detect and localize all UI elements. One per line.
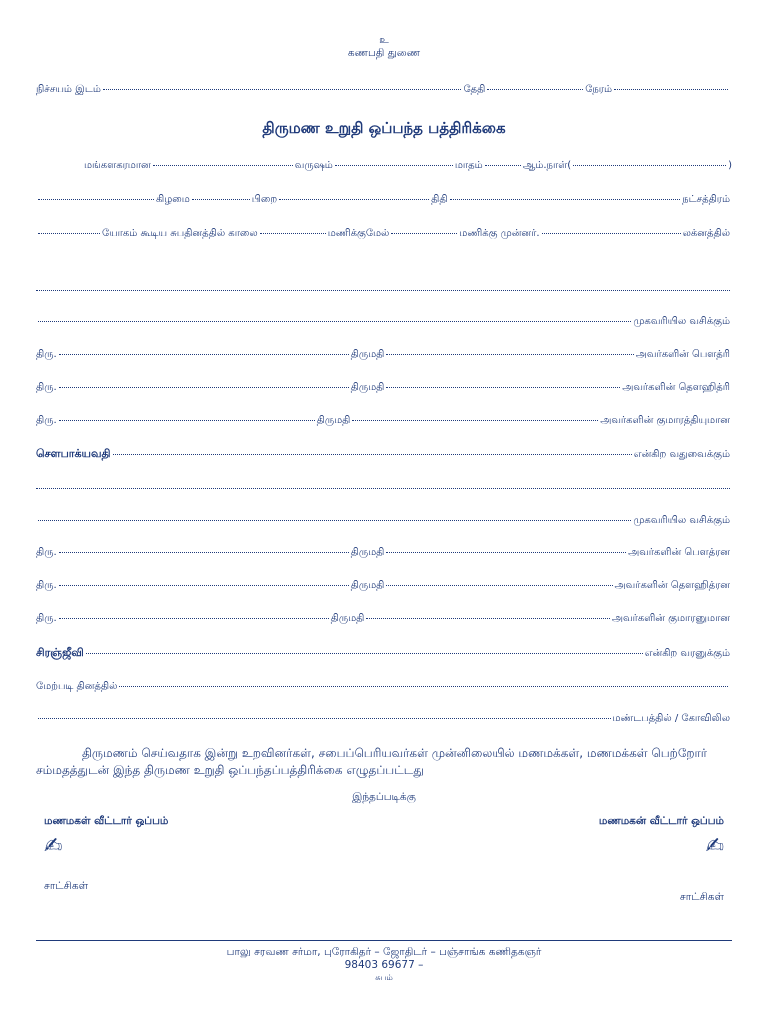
groom-address-row bbox=[36, 515, 730, 527]
groom-side-signature-label: மணமகன் வீட்டார் ஒப்பம் bbox=[598, 815, 724, 827]
time-label: நேரம் bbox=[585, 84, 612, 95]
mrs-label: திருமதி bbox=[316, 415, 351, 426]
footer-shubham: சுபம் bbox=[375, 973, 393, 982]
tithi-blank bbox=[279, 199, 429, 200]
star-label: நட்சத்திரம் bbox=[682, 194, 730, 205]
relation-label: அவர்களின் பௌத்ரி bbox=[635, 349, 730, 360]
auspicious-blank bbox=[153, 165, 293, 166]
mr-label: திரு. bbox=[36, 349, 57, 360]
relation-label: அவர்களின் பௌத்ரன bbox=[628, 547, 730, 558]
blank bbox=[386, 387, 620, 388]
agreement-paragraph: திருமணம் செய்வதாக இன்று உறவினர்கள், சபைப்பெரியவர்கள் முன்னிலையில் மணமக்கள், மணமக்கள் பெற்றோர் சம்மதத்துடன் இந்த திருமண உறுதி ஒப்பந்தப்பத்திரிக்கை எழுதப்பட்டது bbox=[36, 746, 708, 777]
bride-parents-row bbox=[36, 415, 730, 427]
blessing-line: கணபதி துணை bbox=[347, 47, 421, 59]
groom-address-blank bbox=[38, 520, 631, 521]
groom-title-label: சிரஞ்ஜீவி bbox=[36, 646, 84, 659]
mrs-label: திருமதி bbox=[350, 547, 385, 558]
bride-side-signature-label: மணமகள் வீட்டார் ஒப்பம் bbox=[44, 815, 169, 827]
mrs-label: திருமதி bbox=[350, 349, 385, 360]
moon-blank bbox=[192, 199, 250, 200]
after-label: மணிக்குமேல் bbox=[327, 228, 390, 239]
blank-line bbox=[36, 488, 730, 489]
date-blank bbox=[487, 89, 583, 90]
venue-hall-blank bbox=[38, 718, 611, 719]
om-symbol: உ bbox=[379, 34, 389, 46]
bride-grandparents-paternal-row bbox=[36, 349, 730, 361]
closing-line: இந்தப்படிக்கு bbox=[352, 791, 416, 803]
place-label: நிச்சயம் இடம் bbox=[36, 84, 101, 95]
groom-parents-row bbox=[36, 613, 730, 625]
mr-label: திரு. bbox=[36, 382, 57, 393]
weekday-label: கிழமை bbox=[156, 194, 190, 205]
groom-grandparents-paternal-row bbox=[36, 547, 730, 559]
blank bbox=[386, 585, 612, 586]
groom-name-blank bbox=[86, 653, 643, 654]
bride-grandparents-maternal-row bbox=[36, 382, 730, 394]
footer-author: பாலு சரவண சர்மா, புரோகிதர் – ஜோதிடர் – பஞ்சாங்க கணிதகஞர் bbox=[226, 946, 542, 958]
blank bbox=[386, 552, 626, 553]
groom-grandparents-maternal-row bbox=[36, 580, 730, 592]
venue-intro-label: மேற்படி தினத்தில் bbox=[36, 681, 118, 692]
bride-tail-label: என்கிற வதுவைக்கும் bbox=[633, 449, 730, 460]
blank bbox=[59, 552, 349, 553]
lagna-blank bbox=[542, 233, 681, 234]
tithi-label: திதி bbox=[431, 194, 448, 205]
lagna-label: லக்னத்தில் bbox=[682, 228, 730, 239]
blank bbox=[59, 618, 329, 619]
venue-intro-row bbox=[36, 681, 730, 693]
bride-address-label: முகவரியில வசிக்கும் bbox=[633, 316, 730, 327]
place-blank bbox=[103, 89, 462, 90]
month-label: மாதம் bbox=[454, 160, 483, 171]
mrs-label: திருமதி bbox=[350, 580, 385, 591]
venue-hall-label: மண்டபத்தில் / கோவிலில bbox=[612, 713, 730, 724]
bride-address-row bbox=[36, 316, 730, 328]
before-blank bbox=[391, 233, 457, 234]
blank bbox=[59, 420, 315, 421]
day-blank bbox=[573, 165, 726, 166]
groom-address-label: முகவரியில வசிக்கும் bbox=[633, 515, 730, 526]
blank bbox=[366, 618, 610, 619]
mr-label: திரு. bbox=[36, 613, 57, 624]
document-title: திருமண உறுதி ஒப்பந்த பத்திரிக்கை bbox=[262, 119, 506, 137]
yoga-lagna-row bbox=[36, 228, 730, 240]
relation-label: அவர்களின் குமாரனுமான bbox=[611, 613, 730, 624]
year-label: வருஷம் bbox=[294, 160, 333, 171]
yoga-blank bbox=[38, 233, 100, 234]
footer-divider bbox=[36, 940, 732, 941]
bride-title-label: சௌபாக்யவதி bbox=[36, 447, 111, 460]
relation-label: அவர்களின் தௌஹித்ரன bbox=[614, 580, 730, 591]
time-blank bbox=[614, 89, 728, 90]
mrs-label: திருமதி bbox=[330, 613, 365, 624]
witness-left-label: சாட்சிகள் bbox=[44, 880, 89, 892]
place-date-time-row bbox=[36, 84, 730, 96]
footer-phone: 98403 69677 – bbox=[344, 959, 424, 971]
day-label: ஆம்.நாள்( bbox=[522, 160, 572, 171]
relation-label: அவர்களின் தௌஹித்ரி bbox=[622, 382, 730, 393]
groom-name-row bbox=[36, 646, 730, 661]
weekday-blank bbox=[38, 199, 154, 200]
blank-line bbox=[36, 290, 730, 291]
groom-tail-label: என்கிற வரனுக்கும் bbox=[644, 648, 730, 659]
bride-name-blank bbox=[113, 454, 632, 455]
month-blank bbox=[485, 165, 521, 166]
weekday-tithi-row bbox=[36, 194, 730, 206]
blank bbox=[352, 420, 598, 421]
auspicious-label: மங்களகரமான bbox=[84, 160, 151, 171]
pen-icon: ✍ bbox=[705, 834, 724, 859]
bride-name-row bbox=[36, 447, 730, 462]
yoga-label: யோகம் கூடிய சுபதினத்தில் காலை bbox=[102, 228, 258, 239]
blank bbox=[59, 585, 349, 586]
mrs-label: திருமதி bbox=[350, 382, 385, 393]
blank bbox=[59, 387, 349, 388]
venue-intro-blank bbox=[119, 686, 728, 687]
witness-right-label: சாட்சிகள் bbox=[679, 891, 724, 903]
mr-label: திரு. bbox=[36, 580, 57, 591]
blank bbox=[59, 354, 349, 355]
bride-address-blank bbox=[38, 321, 631, 322]
after-blank bbox=[260, 233, 326, 234]
mr-label: திரு. bbox=[36, 547, 57, 558]
year-month-row bbox=[84, 160, 732, 172]
moon-label: பிறை bbox=[251, 194, 278, 205]
mr-label: திரு. bbox=[36, 415, 57, 426]
pen-icon: ✍ bbox=[44, 834, 63, 859]
year-blank bbox=[335, 165, 453, 166]
blank bbox=[386, 354, 633, 355]
date-label: தேதி bbox=[463, 84, 486, 95]
relation-label: அவர்களின் குமாரத்தியுமான bbox=[600, 415, 730, 426]
venue-hall-row bbox=[36, 713, 730, 725]
star-blank bbox=[450, 199, 681, 200]
day-close: ) bbox=[728, 160, 732, 171]
before-label: மணிக்கு முன்னர். bbox=[459, 228, 540, 239]
